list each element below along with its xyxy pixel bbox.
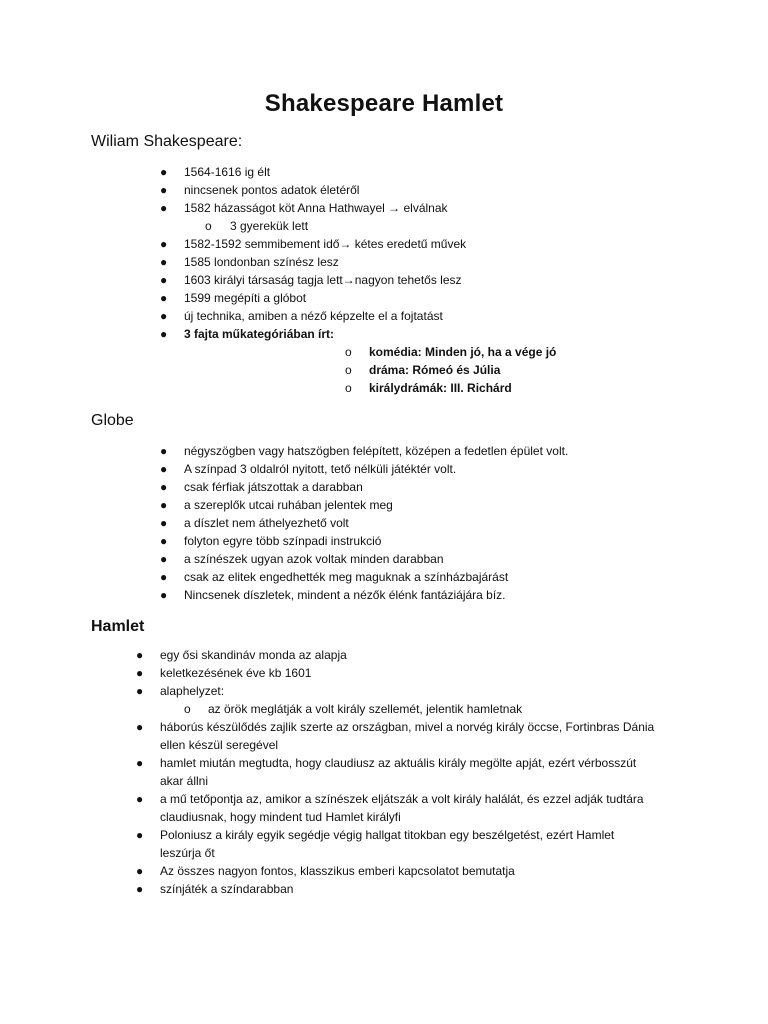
bullet-icon: ● bbox=[136, 684, 144, 698]
list-item: ● Poloniusz a király egyik segédje végig hallgat titokban egy beszélgetést, ezért Hamlet leszúrja őt bbox=[136, 828, 615, 860]
bullet-icon: ● bbox=[160, 327, 168, 341]
circle-bullet-icon: o bbox=[184, 702, 191, 716]
bullet-icon: ● bbox=[136, 666, 144, 680]
bullet-icon: ● bbox=[160, 588, 168, 602]
bullet-icon: ● bbox=[160, 552, 168, 566]
list-item: ● A színpad 3 oldalról nyitott, tető nélküli játéktér volt. bbox=[160, 462, 457, 476]
list-item: o az örök meglátják a volt király szellemét, jelentik hamletnak bbox=[184, 702, 523, 716]
circle-bullet-icon: o bbox=[345, 363, 352, 377]
list-item: ● alaphelyzet: bbox=[136, 684, 225, 698]
bullet-icon: ● bbox=[136, 756, 144, 770]
bullet-icon: ● bbox=[160, 516, 168, 530]
section-heading-shakespeare: Wiliam Shakespeare: bbox=[91, 133, 243, 150]
circle-bullet-icon: o bbox=[205, 219, 212, 233]
bullet-icon: ● bbox=[136, 864, 144, 878]
list-item: ● háborús készülődés zajlik szerte az országban, mivel a norvég király öccse, Fortinbras Dánia ellen készül seregével bbox=[136, 720, 655, 752]
list-item: ● 1599 megépíti a glóbot bbox=[160, 291, 307, 305]
circle-bullet-icon: o bbox=[345, 381, 352, 395]
list-item: ● 1585 londonban színész lesz bbox=[160, 255, 339, 269]
list-item: ● a mű tetőpontja az, amikor a színészek eljátszák a volt király halálát, és ezzel adják tudtára claudiusnak, hogy mindent tud Hamlet királyfi bbox=[136, 792, 644, 824]
list-item: ● 1582-1592 semmibement idő→ kétes eredetű művek bbox=[160, 237, 467, 251]
list-item: ● keletkezésének éve kb 1601 bbox=[136, 666, 312, 680]
bullet-icon: ● bbox=[160, 570, 168, 584]
list-item: ● a díszlet nem áthelyezhető volt bbox=[160, 516, 349, 530]
bullet-icon: ● bbox=[160, 291, 168, 305]
list-item: ● 1603 királyi társaság tagja lett→nagyon tehetős lesz bbox=[160, 273, 462, 287]
section-heading-hamlet: Hamlet bbox=[91, 618, 145, 635]
document-title: Shakespeare Hamlet bbox=[264, 90, 504, 117]
section-list-shakespeare bbox=[160, 163, 700, 397]
bullet-icon: ● bbox=[160, 201, 168, 215]
list-item: ● nincsenek pontos adatok életéről bbox=[160, 183, 360, 197]
list-item: ● folyton egyre több színpadi instrukció bbox=[160, 534, 382, 548]
bullet-icon: ● bbox=[160, 309, 168, 323]
bullet-icon: ● bbox=[160, 237, 168, 251]
bullet-icon: ● bbox=[160, 444, 168, 458]
bullet-icon: ● bbox=[136, 792, 144, 806]
list-item: ● egy ősi skandináv monda az alapja bbox=[136, 648, 347, 662]
bullet-icon: ● bbox=[160, 498, 168, 512]
list-item: o 3 gyerekük lett bbox=[205, 219, 309, 233]
circle-bullet-icon: o bbox=[345, 345, 352, 359]
list-item: ● hamlet miután megtudta, hogy claudiusz az aktuális király megölte apját, ezért vérbosszút akar állni bbox=[136, 756, 637, 788]
bullet-icon: ● bbox=[136, 720, 144, 734]
list-item: ● csak férfiak játszottak a darabban bbox=[160, 480, 363, 494]
section-list-hamlet bbox=[136, 646, 656, 898]
bullet-icon: ● bbox=[136, 882, 144, 896]
list-item: ● Nincsenek díszletek, mindent a nézők élénk fantáziájára bíz. bbox=[160, 588, 506, 602]
bullet-icon: ● bbox=[160, 255, 168, 269]
bullet-icon: ● bbox=[160, 462, 168, 476]
bullet-icon: ● bbox=[136, 828, 144, 842]
list-item: ● színjáték a színdarabban bbox=[136, 882, 294, 896]
list-item: ● új technika, amiben a néző képzelte el a fojtatást bbox=[160, 309, 443, 323]
list-item: o dráma: Rómeó és Júlia bbox=[345, 363, 501, 377]
list-item: ● csak az elitek engedhették meg maguknak a színházbajárást bbox=[160, 570, 509, 584]
list-item: ● a színészek ugyan azok voltak minden darabban bbox=[160, 552, 444, 566]
bullet-icon: ● bbox=[160, 273, 168, 287]
list-item: ● 1582 házasságot köt Anna Hathwayel → elválnak bbox=[160, 201, 448, 215]
list-item: ● Az összes nagyon fontos, klasszikus emberi kapcsolatot bemutatja bbox=[136, 864, 515, 878]
section-list-globe bbox=[160, 442, 720, 604]
bullet-icon: ● bbox=[160, 165, 168, 179]
list-item: ● 1564-1616 ig élt bbox=[160, 165, 271, 179]
bullet-icon: ● bbox=[136, 648, 144, 662]
bullet-icon: ● bbox=[160, 183, 168, 197]
list-item: ● négyszögben vagy hatszögben felépített, középen a fedetlen épület volt. bbox=[160, 444, 569, 458]
bullet-icon: ● bbox=[160, 534, 168, 548]
section-heading-globe: Globe bbox=[91, 412, 134, 429]
list-item: o komédia: Minden jó, ha a vége jó bbox=[345, 345, 557, 359]
list-item: o királydrámák: III. Richárd bbox=[345, 381, 512, 395]
list-item: ● 3 fajta műkategóriában írt: bbox=[160, 327, 335, 341]
bullet-icon: ● bbox=[160, 480, 168, 494]
list-item: ● a szereplők utcai ruhában jelentek meg bbox=[160, 498, 393, 512]
